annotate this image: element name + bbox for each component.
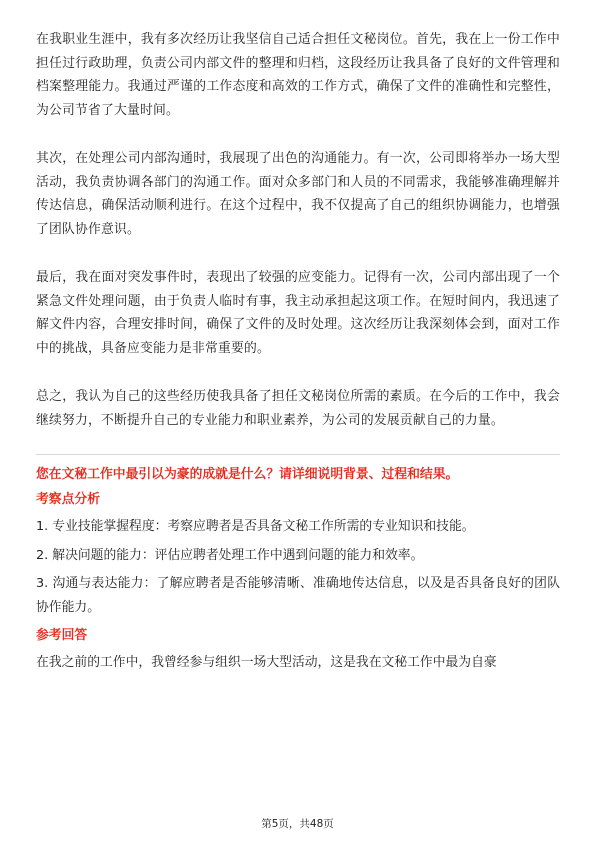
analysis-item: 2. 解决问题的能力：评估应聘者处理工作中遇到问题的能力和效率。 bbox=[36, 547, 424, 563]
analysis-item: 3. 沟通与表达能力：了解应聘者是否能够清晰、准确地传达信息，以及是否具备良好的团队协作能力。 bbox=[36, 576, 560, 615]
section-divider bbox=[36, 454, 560, 455]
analysis-title: 考察点分析 bbox=[36, 492, 100, 507]
paragraph-2: 其次，在处理公司内部沟通时，我展现了出色的沟通能力。有一次，公司即将举办一场大型活动，我负责协调各部门的沟通工作。面对众多部门和人员的不同需求，我能够准确理解并传达信息，确保活动顺利进行。在这个过程中，我不仅提高了自己的组织协调能力，也增强了团队协作意识。 bbox=[36, 151, 560, 237]
page-number-footer: 第5页，共48页 bbox=[261, 818, 334, 830]
paragraph-4: 总之，我认为自己的这些经历使我具备了担任文秘岗位所需的素质。在今后的工作中，我会继续努力，不断提升自己的专业能力和职业素养，为公司的发展贡献自己的力量。 bbox=[36, 389, 560, 428]
answer-text: 在我之前的工作中，我曾经参与组织一场大型活动，这是我在文秘工作中最为自豪 bbox=[36, 655, 497, 670]
paragraph-3: 最后，我在面对突发事件时，表现出了较强的应变能力。记得有一次，公司内部出现了一个紧急文件处理问题，由于负责人临时有事，我主动承担起这项工作。在短时间内，我迅速了解文件内容，合理安排时间，确保了文件的及时处理。这次经历让我深刻体会到，面对工作中的挑战，具备应变能力是非常重要的。 bbox=[36, 270, 560, 356]
answer-title: 参考回答 bbox=[36, 628, 88, 643]
document-page bbox=[36, 28, 560, 675]
paragraph-1: 在我职业生涯中，我有多次经历让我坚信自己适合担任文秘岗位。首先，我在上一份工作中担任过行政助理，负责公司内部文件的整理和归档，这段经历让我具备了良好的文件管理和档案整理能力。我通过严谨的工作态度和高效的工作方式，确保了文件的准确性和完整性，为公司节省了大量时间。 bbox=[36, 32, 560, 118]
analysis-item: 1. 专业技能掌握程度：考察应聘者是否具备文秘工作所需的专业知识和技能。 bbox=[36, 519, 475, 534]
interview-question: 您在文秘工作中最引以为豪的成就是什么？请详细说明背景、过程和结果。 bbox=[36, 467, 459, 482]
